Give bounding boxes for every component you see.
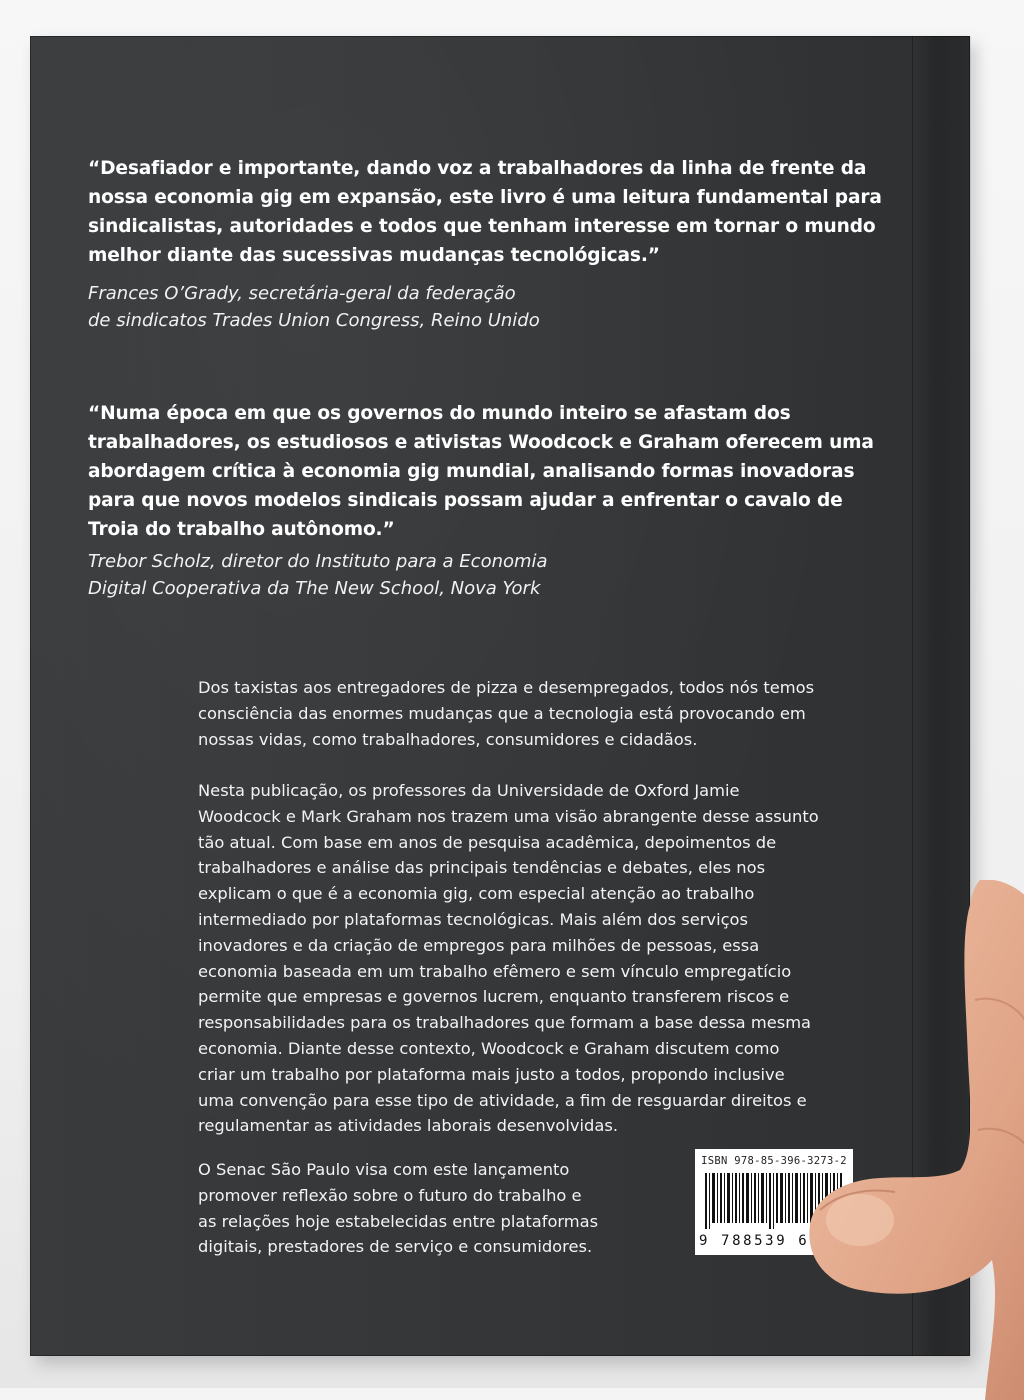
quote-attribution-frances-ogrady: Frances O’Grady, secretária-geral da federação de sindicatos Trades Union Congress, Reino Unido — [88, 283, 540, 331]
isbn-label: ISBN 978-85-396-3273-2 — [701, 1155, 847, 1167]
quote-frances-ogrady: “Desafiador e importante, dando voz a trabalhadores da linha de frente da nossa economia gig em expansão, este livro é uma leitura fundamental para sindicalistas, autoridades e todos que tenham interesse em tornar o mundo melhor diante das sucessivas mudanças tecnológicas.” — [88, 158, 882, 266]
hand-icon — [800, 880, 1024, 1400]
quote-attribution-trebor-scholz: Trebor Scholz, diretor do Instituto para a Economia Digital Cooperativa da The New School, Nova York — [88, 551, 548, 599]
synopsis-paragraph-3: O Senac São Paulo visa com este lançamento promover reflexão sobre o futuro do trabalho e as relações hoje estabelecidas entre plataformas digitais, prestadores de serviço e consumidores. — [198, 1160, 599, 1257]
synopsis-paragraph-2: Nesta publicação, os professores da Universidade de Oxford Jamie Woodcock e Mark Graham nos trazem uma visão abrangente desse assunto tão atual. Com base em anos de pesquisa acadêmica, depoimentos de trabalhadores e análise das principais tendências e debates, eles nos explicam o que é a economia gig, com especial atenção ao trabalho intermediado por plataformas tecnológicas. Mais além dos serviços inovadores e da criação de empregos para milhões de pessoas, essa economia baseada em um trabalho efêmero e sem vínculo empregatício permite que empresas e governos lucrem, enquanto transferem riscos e responsabilidades para os trabalhadores que formam a base dessa mesma economia. Diante desse contexto, Woodcock e Graham discutem como criar um trabalho por plataforma mais justo a todos, propondo inclusive uma convenção para esse tipo de atividade, a fim de resguardar direitos e regulamentar as atividades laborais desenvolvidas. — [198, 781, 819, 1136]
barcode-digits: 9 788539 6 — [699, 1233, 810, 1249]
quote-trebor-scholz: “Numa época em que os governos do mundo inteiro se afastam dos trabalhadores, os estudiosos e ativistas Woodcock e Graham oferecem uma abordagem crítica à economia gig mundial, analisando formas inovadoras para que novos modelos sindicais possam ajudar a enfrentar o cavalo de Troia do trabalho autônomo.” — [88, 403, 874, 540]
synopsis-paragraph-1: Dos taxistas aos entregadores de pizza e desempregados, todos nós temos consciência das enormes mudanças que a tecnologia está provocando em nossas vidas, como trabalhadores, consumidores e cidadãos. — [198, 678, 815, 749]
